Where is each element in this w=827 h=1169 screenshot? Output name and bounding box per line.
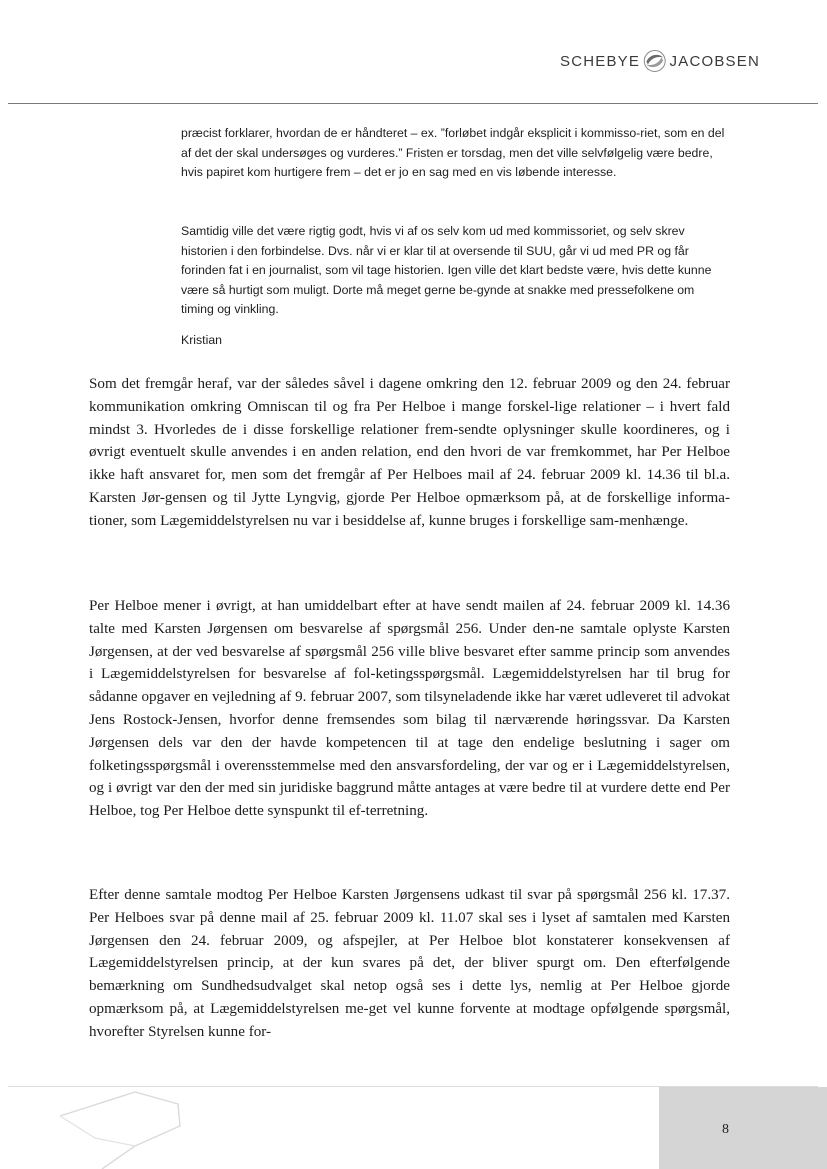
logo-text-left: SCHEBYE: [560, 52, 641, 70]
quoted-email-signature: Kristian: [181, 333, 223, 347]
logo-text-right: JACOBSEN: [669, 52, 760, 70]
body-paragraph: Som det fremgår heraf, var der således såvel i dagene omkring den 12. februar 2009 og den 24. februar kommunikation omkring Omniscan til og fra Per Helboe i mange forskel-lige relationer – i hvert fald mindst 3. Hvorledes de i disse forskellige relationer frem-sendte oplysninger skulle koordineres, og i øvrigt eventuelt skulle anvendes i en anden relation, end den hvori de var fremkommet, har Per Helboe ikke haft ansvaret for, men som det fremgår af Per Helboes mail af 24. februar 2009 kl. 14.36 til bl.a. Karsten Jør-gensen og til Jytte Lyngvig, gjorde Per Helboe opmærksom på, at de forskellige informa-tioner, som Lægemiddelstyrelsen nu var i besiddelse af, kunne bruges i forskellige sam-menhænge.: [89, 376, 730, 529]
quoted-email-paragraph: Samtidig ville det være rigtig godt, hvis vi af os selv kom ud med kommissoriet, og selv skrev historien i den forbindelse. Dvs. når vi er klar til at oversende til SUU, går vi ud med PR og får forinden fat i en journalist, som vil tage historien. Igen ville det klart bedste være, hvis dette kunne være så hurtigt som muligt. Dorte må meget gerne be-gynde at snakke med pressefolkene om timing og vinkling.: [181, 224, 712, 317]
page-number: 8: [722, 1122, 729, 1137]
outline-sketch-icon: [40, 1086, 220, 1169]
quoted-email-paragraph: præcist forklarer, hvordan de er håndteret – ex. ”forløbet indgår eksplicit i kommisso-riet, som en del af det der skal undersøges og vurderes.” Fristen er torsdag, men det ville selvfølgelig være bedre, hvis papiret kom hurtigere frem – det er jo en sag med en vis løbende interesse.: [181, 126, 725, 180]
body-paragraph: Efter denne samtale modtog Per Helboe Karsten Jørgensens udkast til svar på spørgsmål 256 kl. 17.37. Per Helboes svar på denne mail af 25. februar 2009 kl. 11.07 skal ses i lyset af samtalen med Karsten Jørgensen den 24. februar 2009, og afspejler, at Per Helboe blot konstaterer konsekvensen af Lægemiddelstyrelsen princip, at der kun svares på det, der bliver spurgt om. Den efterfølgende bemærkning om Sundhedsudvalget skal netop også ses i dette lys, nemlig at Per Helboe gjorde opmærksom på, at Lægemiddelstyrelsen me-get vel kunne forvente at modtage opfølgende spørgsmål, hvorefter Styrelsen kunne for-: [89, 887, 730, 1040]
page-number-box: [659, 1087, 827, 1169]
swoosh-circle-icon: [643, 47, 666, 75]
body-paragraph: Per Helboe mener i øvrigt, at han umiddelbart efter at have sendt mailen af 24. februar 2009 kl. 14.36 talte med Karsten Jørgensen om besvarelse af spørgsmål 256. Under den-ne samtale oplyste Karsten Jørgensen, at der ved besvarelse af spørgsmål 256 ville blive besvaret efter samme princip som anvendes i Lægemiddelstyrelsen for besvarelse af fol-ketingsspørgsmål. Lægemiddelstyrelsen har til brug for sådanne opgaver en vejledning af 9. februar 2007, som tilsyneladende ikke har været udleveret til advokat Jens Rostock-Jensen, hvorfor denne fremsendes som bilag til nærværende høringssvar. Da Karsten Jørgensen dels var den der havde kompetencen til at tage den endelige beslutning i sager om folketingsspørgsmål i overensstemmelse med den ansvarsfordeling, der var og er i Lægemiddelstyrelsen, og i øvrigt var den der med sin juridiske baggrund måtte antages at være bedre til at vurdere dette end Per Helboe, tog Per Helboe dette synspunkt til ef-terretning.: [89, 598, 730, 820]
company-logo: [560, 46, 760, 76]
header-divider: [8, 103, 818, 104]
